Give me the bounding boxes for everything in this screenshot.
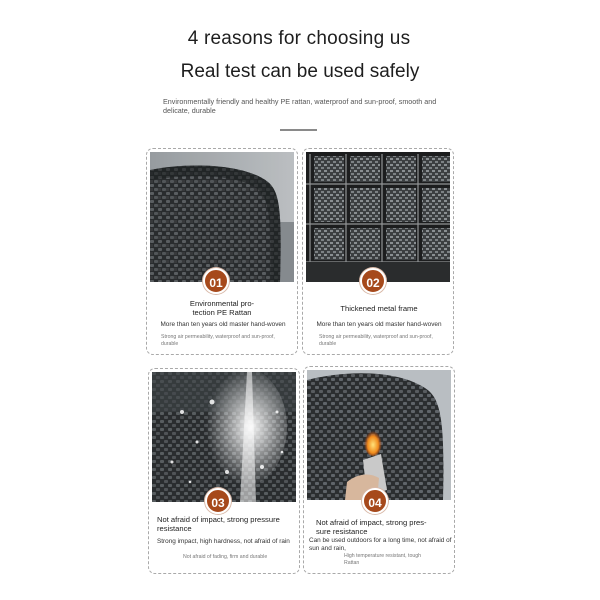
number-badge: 03	[205, 488, 231, 514]
divider	[280, 129, 317, 131]
card-title: Environmental pro- tection PE Rattan	[189, 299, 255, 317]
card-title: Thickened metal frame	[340, 304, 418, 313]
page-title: 4 reasons for choosing us	[187, 28, 411, 49]
card-note: High temperature resistant, tough Rattan	[344, 553, 421, 566]
card-note: Not afraid of fading, firm and durable	[183, 554, 268, 560]
reason-card-2	[302, 148, 454, 355]
card-description: More than ten years old master hand-woven	[160, 321, 286, 328]
card-title: Not afraid of impact, strong pressure resistance	[157, 515, 280, 533]
fire-test-photo	[307, 370, 451, 500]
number-badge: 04	[362, 488, 388, 514]
page-subtitle-heading: Real test can be used safely	[180, 61, 420, 82]
card-description: More than ten years old master hand-woven	[316, 321, 442, 328]
number-badge: 01	[203, 268, 229, 294]
card-title: Not afraid of impact, strong pres- sure resistance	[316, 518, 427, 536]
metal-frame-photo	[306, 152, 450, 282]
card-note: Strong air permeability, waterproof and sun-proof, durable	[161, 334, 275, 347]
card-description: Strong impact, high hardness, not afraid of rain	[157, 538, 290, 545]
water-splash-photo	[152, 372, 296, 502]
reason-card-3	[148, 368, 300, 574]
card-note: Strong air permeability, waterproof and sun-proof, durable	[319, 334, 433, 347]
reason-card-1	[146, 148, 298, 355]
intro-text: Environmentally friendly and healthy PE rattan, waterproof and sun-proof, smooth and delicate, durable	[163, 97, 437, 115]
rattan-armrest-photo	[150, 152, 294, 282]
card-description: Can be used outdoors for a long time, not afraid of sun and rain,	[309, 537, 452, 552]
number-badge: 02	[360, 268, 386, 294]
reason-card-4	[303, 366, 455, 574]
